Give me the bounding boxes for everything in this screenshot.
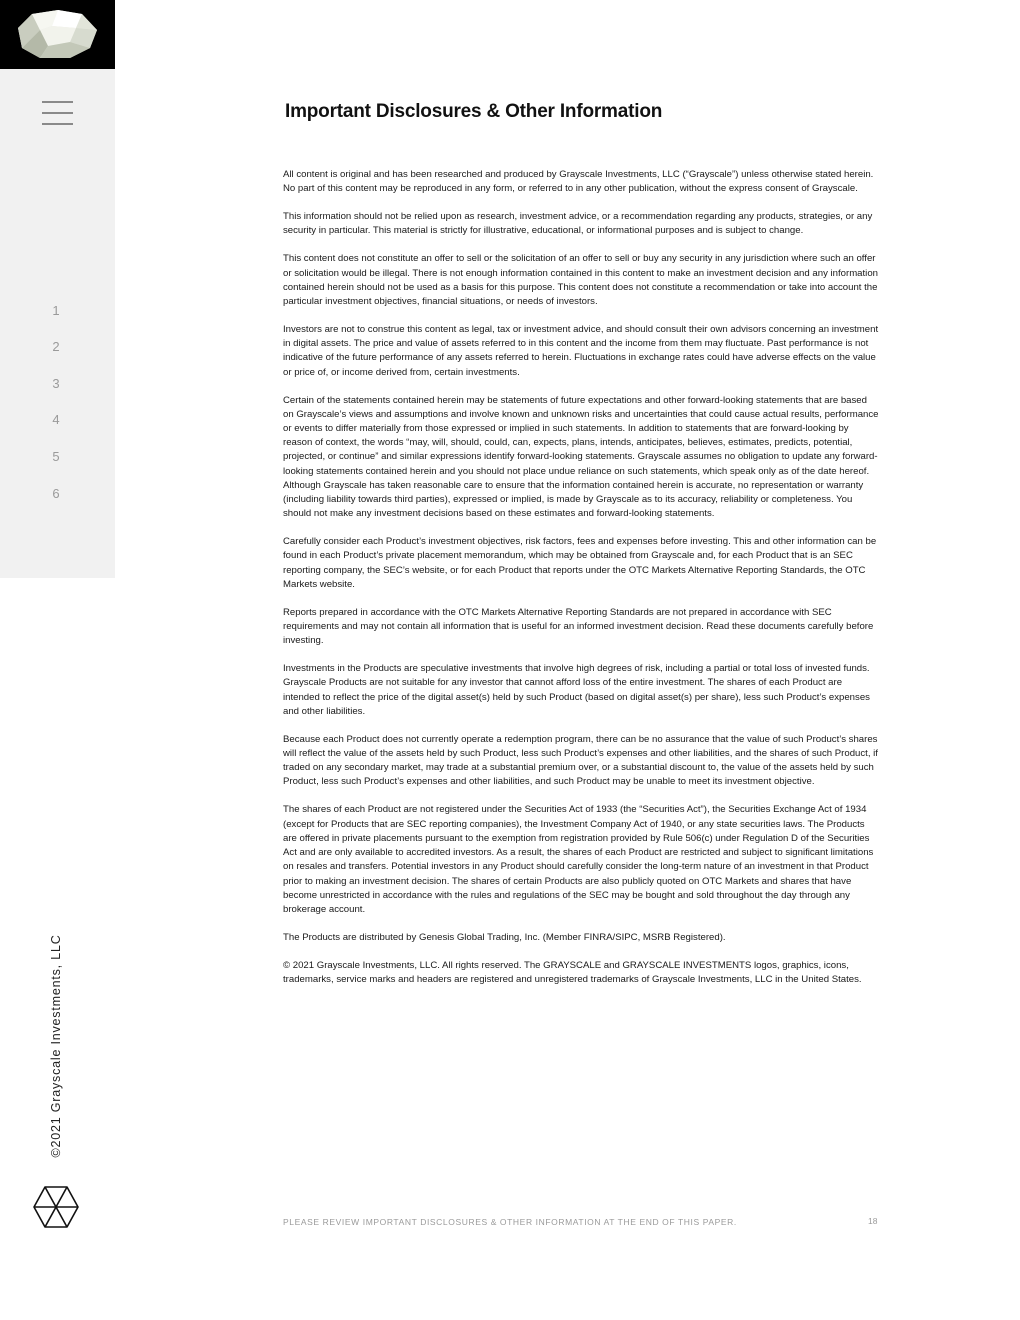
nav-page-6[interactable]: 6 [52,486,60,501]
nav-page-3[interactable]: 3 [52,376,60,391]
disclosure-paragraph: This information should not be relied upon as research, investment advice, or a recommendation regarding any products, strategies, or any security in particular. This material is strictly for illustrative, educational, or informational purposes and is subject to change. [283,211,873,237]
disclosure-paragraph: Carefully consider each Product’s investment objectives, risk factors, fees and expenses before investing. This and other information can be found in each Product’s private placement memorandum, which may be obtained from Grayscale and, for each Product that is an SEC reporting company, the SEC’s website, or for each Product that reports under the OTC Markets Alternative Reporting Standards, the OTC Markets website. [283,536,877,590]
copyright-vertical: ©2021 Grayscale Investments, LLC [49,934,63,1158]
disclosure-paragraph: Because each Product does not currently operate a redemption program, there can be no assurance that the value of such Product’s shares will reflect the value of the assets held by such Product, less such Product’s expenses and other liabilities, and the shares of such Product, if traded on any secondary market, may trade at a substantial premium over, or a substantial discount to, the value of the assets held by such Product, less such Product’s expenses and other liabilities, and such Product may be unable to meet its investment objective. [283,733,878,788]
disclosure-paragraph: Reports prepared in accordance with the OTC Markets Alternative Reporting Standards are not prepared in accordance with SEC requirements and may not contain all information that is useful for an informed investment decision. Read these documents carefully before investing. [283,606,874,647]
disclosure-paragraph: © 2021 Grayscale Investments, LLC. All rights reserved. The GRAYSCALE and GRAYSCALE INVESTMENTS logos, graphics, icons, trademarks, service marks and headers are registered and unregistered trademarks of Grayscale Investments, LLC in the United States. [283,959,862,986]
disclosure-paragraph: The shares of each Product are not registered under the Securities Act of 1933 (the “Securities Act”), the Securities Exchange Act of 1934 (except for Products that are SEC reporting companies), the Investment Company Act of 1940, or any state securities laws. The Products are offered in private placements pursuant to the exemption from registration provided by Rule 506(c) under Regulation D of the Securities Act and are only available to accredited investors. As a result, the shares of each Product are restricted and subject to significant limitations on resales and transfers. Potential investors in any Product should carefully consider the long-term nature of an investment in that Product prior to making an investment decision. The shares of certain Products are also publicly quoted on OTC Markets and shares that have become unrestricted in accordance with the rules and regulations of the SEC may be bought and sold throughout the day through any brokerage account. [283,804,874,915]
page-title: Important Disclosures & Other Information [285,101,663,122]
grayscale-logo-icon [32,1185,80,1229]
nav-page-1[interactable]: 1 [52,303,60,318]
disclosure-paragraph: Investors are not to construe this content as legal, tax or investment advice, and should consult their own advisors concerning an investment in digital assets. The price and value of assets referred to in this content and the income from them may fluctuate. Past performance is not indicative of the future performance of any assets referred to herein. Fluctuations in exchange rates could have adverse effects on the value or price of, or income derived from, certain investments. [283,324,879,378]
nav-page-2[interactable]: 2 [52,339,60,354]
disclosure-paragraph: This content does not constitute an offer to sell or the solicitation of an offer to sell or buy any security in any jurisdiction where such an offer or solicitation would be illegal. There is not enough information contained in this content to make an investment decision and any information contained herein should not be used as a basis for this purpose. This content does not constitute a recommendation or take into account the particular investment objectives, financial situations, or needs of investors. [283,253,878,308]
nav-page-5[interactable]: 5 [52,449,60,464]
disclosure-paragraph: All content is original and has been researched and produced by Grayscale Investments, LLC (“Grayscale”) unless otherwise stated herein. No part of this content may be reproduced in any form, or referred to in any other publication, without the express consent of Grayscale. [283,169,874,195]
hamburger-menu-icon[interactable] [42,101,73,126]
rock-logo-icon [0,0,115,69]
disclosure-paragraph: Certain of the statements contained herein may be statements of future expectations and other forward-looking statements that are based on Grayscale’s views and assumptions and involve known and unknown risks and uncertainties that could cause actual results, performance or events to differ materially from those expressed or implied in such statements. In addition to statements that are forward-looking by reason of context, the words “may, will, should, could, can, expects, plans, intends, anticipates, believes, estimates, predicts, potential, projected, or continue” and similar expressions identify forward-looking statements. Grayscale assumes no obligation to update any forward-looking statements contained herein and you should not place undue reliance on such statements, which speak only as of the date hereof. Although Grayscale has taken reasonable care to ensure that the information contained herein is accurate, no representation or warranty (including liability towards third parties), expressed or implied, is made by Grayscale as to its accuracy, reliability or completeness. You should not make any investment decisions based on these estimates and forward-looking statements. [283,394,879,520]
disclosure-paragraph: Investments in the Products are speculative investments that involve high degrees of risk, including a partial or total loss of invested funds. Grayscale Products are not suitable for any investor that cannot afford loss of the entire investment. The shares of each Product are intended to reflect the price of the digital asset(s) held by such Product (based on digital asset(s) per share), less such Product’s expenses and other liabilities. [283,663,870,717]
sidebar [0,0,115,578]
page-number: 18 [868,1216,878,1226]
disclosure-paragraph: The Products are distributed by Genesis Global Trading, Inc. (Member FINRA/SIPC, MSRB Registered). [283,931,726,943]
header-logo[interactable] [0,0,115,69]
footer-disclaimer: PLEASE REVIEW IMPORTANT DISCLOSURES & OTHER INFORMATION AT THE END OF THIS PAPER. [283,1217,737,1227]
nav-page-4[interactable]: 4 [52,412,60,427]
disclosure-body [283,168,879,1001]
